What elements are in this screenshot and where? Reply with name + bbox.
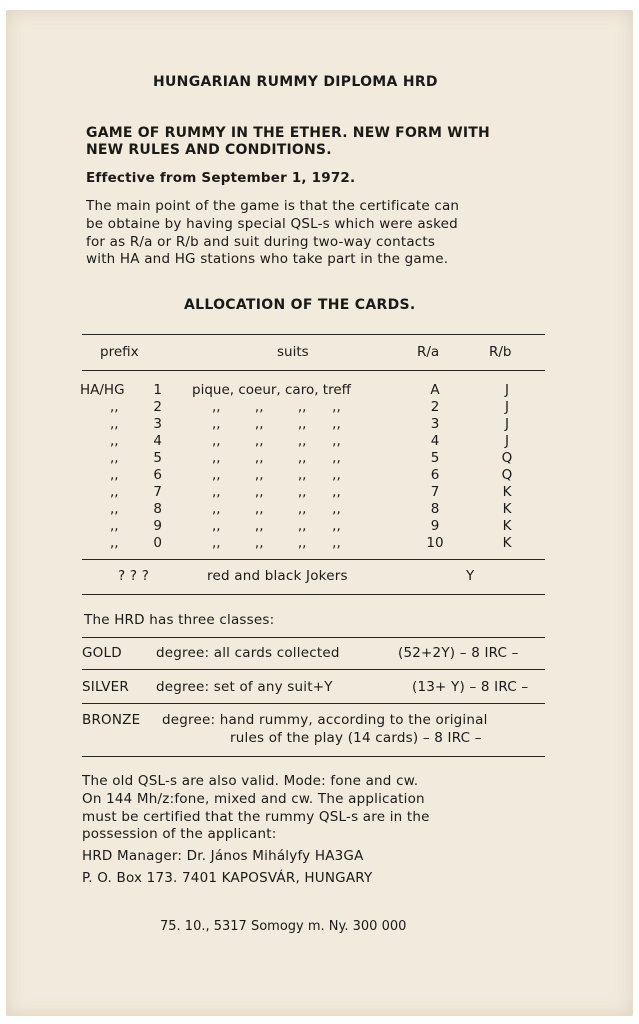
header-prefix: prefix [100, 344, 139, 360]
row-rb: K [502, 535, 512, 551]
gold-requirement: (52+2Y) – 8 IRC – [398, 645, 519, 661]
joker-suits: red and black Jokers [207, 568, 348, 584]
row-suits: ,, ,, ,, ,, [212, 399, 341, 415]
silver-rule [82, 703, 545, 704]
gold-text: degree: all cards collected [156, 645, 340, 661]
row-number: 1 [153, 382, 162, 398]
table-row [0, 467, 639, 484]
row-suits: ,, ,, ,, ,, [212, 433, 341, 449]
notes-line: possession of the applicant: [82, 826, 277, 842]
row-number: 2 [153, 399, 162, 415]
table-header-rule [82, 370, 545, 371]
row-number: 0 [153, 535, 162, 551]
row-ra: 6 [430, 467, 440, 483]
header-rb: R/b [489, 344, 512, 360]
row-prefix: ,, [110, 399, 119, 415]
manager-line: HRD Manager: Dr. János Mihályfy HA3GA [82, 848, 364, 864]
classes-rule [82, 637, 545, 638]
row-rb: J [505, 416, 509, 432]
allocation-heading: ALLOCATION OF THE CARDS. [184, 297, 416, 313]
notes-line: must be certified that the rummy QSL-s are in the [82, 809, 430, 825]
table-row [0, 450, 639, 467]
table-row [0, 501, 639, 518]
classes-intro: The HRD has three classes: [84, 612, 275, 628]
row-number: 7 [153, 484, 162, 500]
header-ra: R/a [417, 344, 440, 360]
row-number: 4 [153, 433, 162, 449]
row-ra: A [430, 382, 440, 398]
row-number: 8 [153, 501, 162, 517]
row-suits: ,, ,, ,, ,, [212, 450, 341, 466]
row-rb: K [502, 484, 512, 500]
row-rb: J [505, 433, 509, 449]
table-row [0, 518, 639, 535]
address-line: P. O. Box 173. 7401 KAPOSVÁR, HUNGARY [82, 870, 373, 886]
table-row [0, 382, 639, 399]
row-prefix: HA/HG [80, 382, 125, 398]
row-suits: ,, ,, ,, ,, [212, 501, 341, 517]
row-prefix: ,, [110, 433, 119, 449]
row-ra: 3 [430, 416, 440, 432]
joker-value: Y [466, 568, 475, 584]
gold-rule [82, 669, 545, 670]
row-ra: 4 [430, 433, 440, 449]
row-rb: K [502, 518, 512, 534]
headline-line-1: GAME OF RUMMY IN THE ETHER. NEW FORM WITH [86, 125, 490, 141]
row-ra: 2 [430, 399, 440, 415]
table-bottom-rule [82, 594, 545, 595]
row-number: 3 [153, 416, 162, 432]
row-ra: 10 [426, 535, 444, 551]
footer-print-code: 75. 10., 5317 Somogy m. Ny. 300 000 [160, 919, 407, 934]
row-prefix: ,, [110, 467, 119, 483]
intro-line: be obtaine by having special QSL-s which were asked [86, 216, 458, 232]
row-suits: ,, ,, ,, ,, [212, 416, 341, 432]
row-rb: K [502, 501, 512, 517]
notes-line: The old QSL-s are also valid. Mode: fone and cw. [82, 773, 419, 789]
page-title: HUNGARIAN RUMMY DIPLOMA HRD [153, 74, 438, 90]
row-suits: ,, ,, ,, ,, [212, 518, 341, 534]
row-ra: 7 [430, 484, 440, 500]
row-rb: Q [501, 467, 513, 483]
silver-text: degree: set of any suit+Y [156, 679, 333, 695]
intro-line: The main point of the game is that the certificate can [86, 198, 460, 214]
row-suits: ,, ,, ,, ,, [212, 484, 341, 500]
bronze-name: BRONZE [82, 712, 141, 728]
row-suits: ,, ,, ,, ,, [212, 467, 341, 483]
row-number: 5 [153, 450, 162, 466]
row-prefix: ,, [110, 535, 119, 551]
table-row [0, 484, 639, 501]
bronze-text-line-2: rules of the play (14 cards) – 8 IRC – [230, 730, 482, 746]
row-prefix: ,, [110, 450, 119, 466]
row-ra: 8 [430, 501, 440, 517]
intro-line: for as R/a or R/b and suit during two-way contacts [86, 234, 436, 250]
silver-name: SILVER [82, 679, 129, 695]
gold-name: GOLD [82, 645, 122, 661]
table-row [0, 416, 639, 433]
row-ra: 5 [430, 450, 440, 466]
row-rb: J [505, 399, 509, 415]
row-prefix: ,, [110, 501, 119, 517]
effective-date: Effective from September 1, 1972. [86, 170, 356, 186]
row-rb: Q [501, 450, 513, 466]
notes-line: On 144 Mh/z:fone, mixed and cw. The application [82, 791, 425, 807]
table-body-rule [82, 559, 545, 560]
row-prefix: ,, [110, 416, 119, 432]
bronze-rule [82, 756, 545, 757]
row-rb: J [505, 382, 509, 398]
header-suits: suits [277, 344, 309, 360]
row-number: 9 [153, 518, 162, 534]
silver-requirement: (13+ Y) – 8 IRC – [412, 679, 529, 695]
bronze-text: degree: hand rummy, according to the original [162, 712, 488, 728]
joker-prefix: ? ? ? [118, 568, 150, 584]
row-suits: pique, coeur, caro, treff [192, 382, 351, 398]
table-row [0, 433, 639, 450]
row-number: 6 [153, 467, 162, 483]
table-row [0, 535, 639, 552]
table-top-rule [82, 334, 545, 335]
table-row [0, 399, 639, 416]
row-prefix: ,, [110, 484, 119, 500]
row-suits: ,, ,, ,, ,, [212, 535, 341, 551]
row-ra: 9 [430, 518, 440, 534]
headline-line-2: NEW RULES AND CONDITIONS. [86, 142, 332, 158]
row-prefix: ,, [110, 518, 119, 534]
intro-line: with HA and HG stations who take part in the game. [86, 251, 449, 267]
